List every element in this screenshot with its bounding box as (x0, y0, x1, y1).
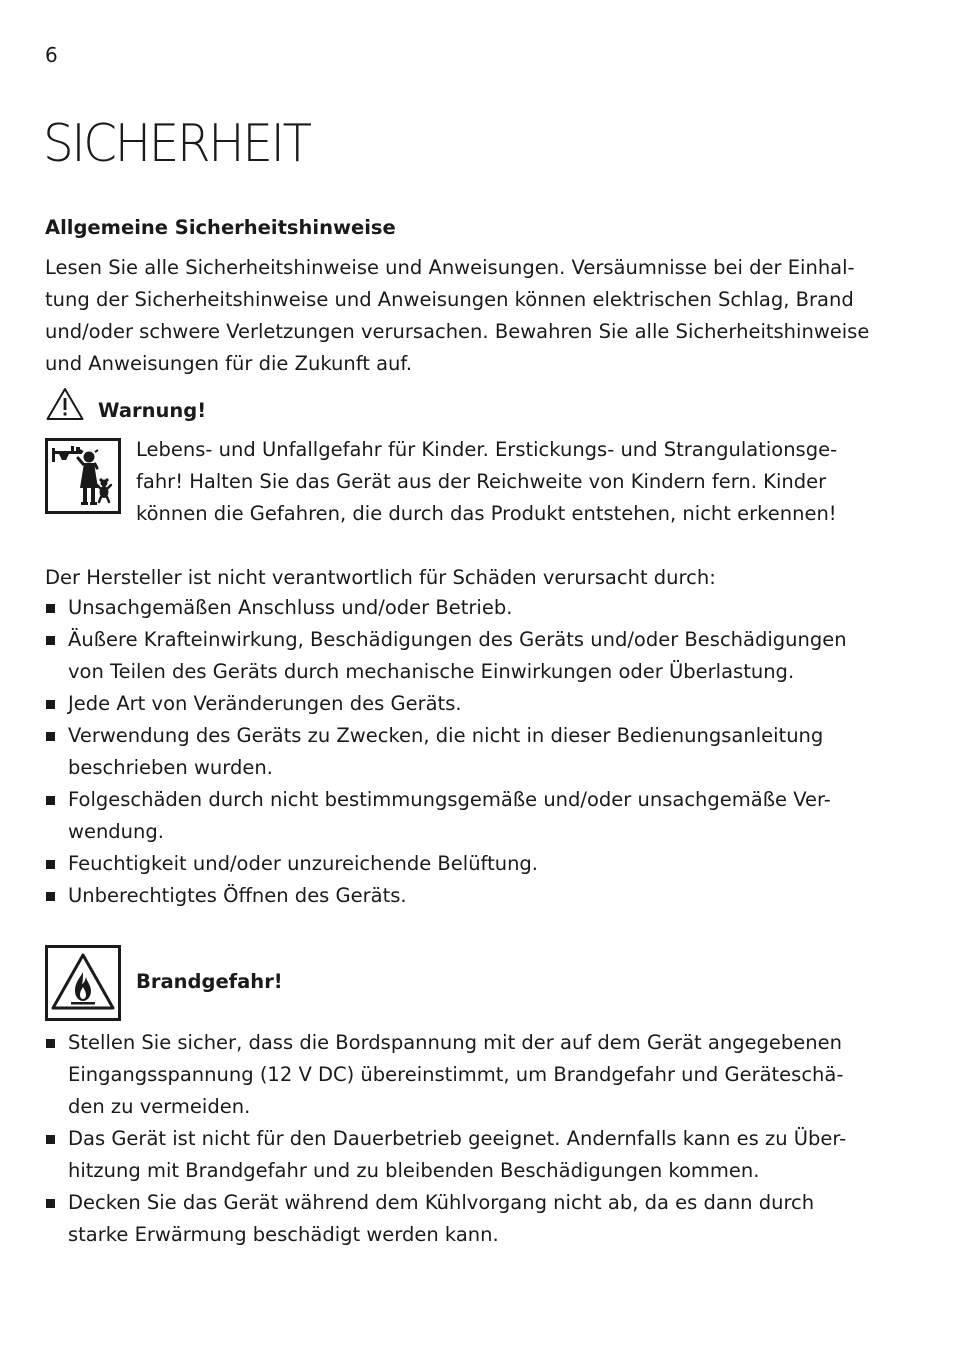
bullet-square-icon (46, 860, 55, 869)
bullet-square-icon (46, 732, 55, 741)
text-line: von Teilen des Geräts durch mechanische Einwirkungen oder Überlastung. (68, 660, 795, 683)
bullet-square-icon (46, 1199, 55, 1208)
text-line: und/oder schwere Verletzungen verursachen. Bewahren Sie alle Sicherheitshinweise (45, 320, 870, 343)
text-line: Eingangsspannung (12 V DC) übereinstimmt, um Brandgefahr und Geräteschä- (68, 1063, 844, 1086)
list-item (45, 1123, 875, 1187)
text-line: Jede Art von Veränderungen des Geräts. (68, 692, 462, 715)
text-line: können die Gefahren, die durch das Produkt entstehen, nicht erkennen! (136, 502, 837, 525)
bullet-square-icon (46, 1135, 55, 1144)
section-heading-general: Allgemeine Sicherheitshinweise (45, 216, 396, 239)
fire-hazard-list (45, 1027, 875, 1251)
text-line: Folgeschäden durch nicht bestimmungsgemäße und/oder unsachgemäße Ver- (68, 788, 831, 811)
text-line: den zu vermeiden. (68, 1095, 251, 1118)
bullet-square-icon (46, 892, 55, 901)
list-item (45, 1187, 875, 1251)
warning-paragraph (136, 434, 876, 530)
text-line: Lesen Sie alle Sicherheitshinweise und Anweisungen. Versäumnisse bei der Einhal- (45, 256, 855, 279)
list-item (45, 1027, 875, 1123)
warning-heading (45, 386, 445, 426)
text-line: starke Erwärmung beschädigt werden kann. (68, 1223, 499, 1246)
list-item (45, 720, 875, 784)
list-item (45, 880, 875, 912)
page-number: 6 (45, 43, 58, 67)
liability-intro: Der Hersteller ist nicht verantwortlich für Schäden verursacht durch: (45, 566, 716, 589)
child-hazard-icon (45, 438, 121, 514)
list-item (45, 592, 875, 624)
text-line: Lebens- und Unfallgefahr für Kinder. Erstickungs- und Strangulationsge- (136, 438, 838, 461)
bullet-square-icon (46, 1039, 55, 1048)
text-line: wendung. (68, 820, 164, 843)
text-line: Stellen Sie sicher, dass die Bordspannung mit der auf dem Gerät angegebenen (68, 1031, 843, 1054)
text-line: Decken Sie das Gerät während dem Kühlvorgang nicht ab, da es dann durch (68, 1191, 815, 1214)
text-line: beschrieben wurden. (68, 756, 273, 779)
text-line: fahr! Halten Sie das Gerät aus der Reichweite von Kindern fern. Kinder (136, 470, 827, 493)
bullet-square-icon (46, 796, 55, 805)
general-safety-paragraph (45, 252, 875, 380)
bullet-square-icon (46, 700, 55, 709)
text-line: Verwendung des Geräts zu Zwecken, die nicht in dieser Bedienungsanleitung (68, 724, 824, 747)
bullet-square-icon (46, 636, 55, 645)
text-line: und Anweisungen für die Zukunft auf. (45, 352, 413, 375)
text-line: Äußere Krafteinwirkung, Beschädigungen des Geräts und/oder Beschädigungen (68, 628, 847, 651)
text-line: Unsachgemäßen Anschluss und/oder Betrieb. (68, 596, 513, 619)
text-line: tung der Sicherheitshinweise und Anweisungen können elektrischen Schlag, Brand (45, 288, 854, 311)
liability-list (45, 592, 875, 912)
warning-label: Warnung! (98, 399, 207, 422)
warning-triangle-icon (45, 386, 85, 422)
text-line: Das Gerät ist nicht für den Dauerbetrieb geeignet. Andernfalls kann es zu Über- (68, 1127, 847, 1150)
text-line: hitzung mit Brandgefahr und zu bleibenden Beschädigungen kommen. (68, 1159, 760, 1182)
list-item (45, 688, 875, 720)
list-item (45, 784, 875, 848)
list-item (45, 848, 875, 880)
fire-hazard-icon (45, 945, 121, 1021)
page-title: SICHERHEIT (43, 114, 310, 174)
fire-hazard-label: Brandgefahr! (136, 970, 283, 993)
list-item (45, 624, 875, 688)
text-line: Feuchtigkeit und/oder unzureichende Belüftung. (68, 852, 539, 875)
text-line: Unberechtigtes Öffnen des Geräts. (68, 884, 407, 907)
bullet-square-icon (46, 604, 55, 613)
